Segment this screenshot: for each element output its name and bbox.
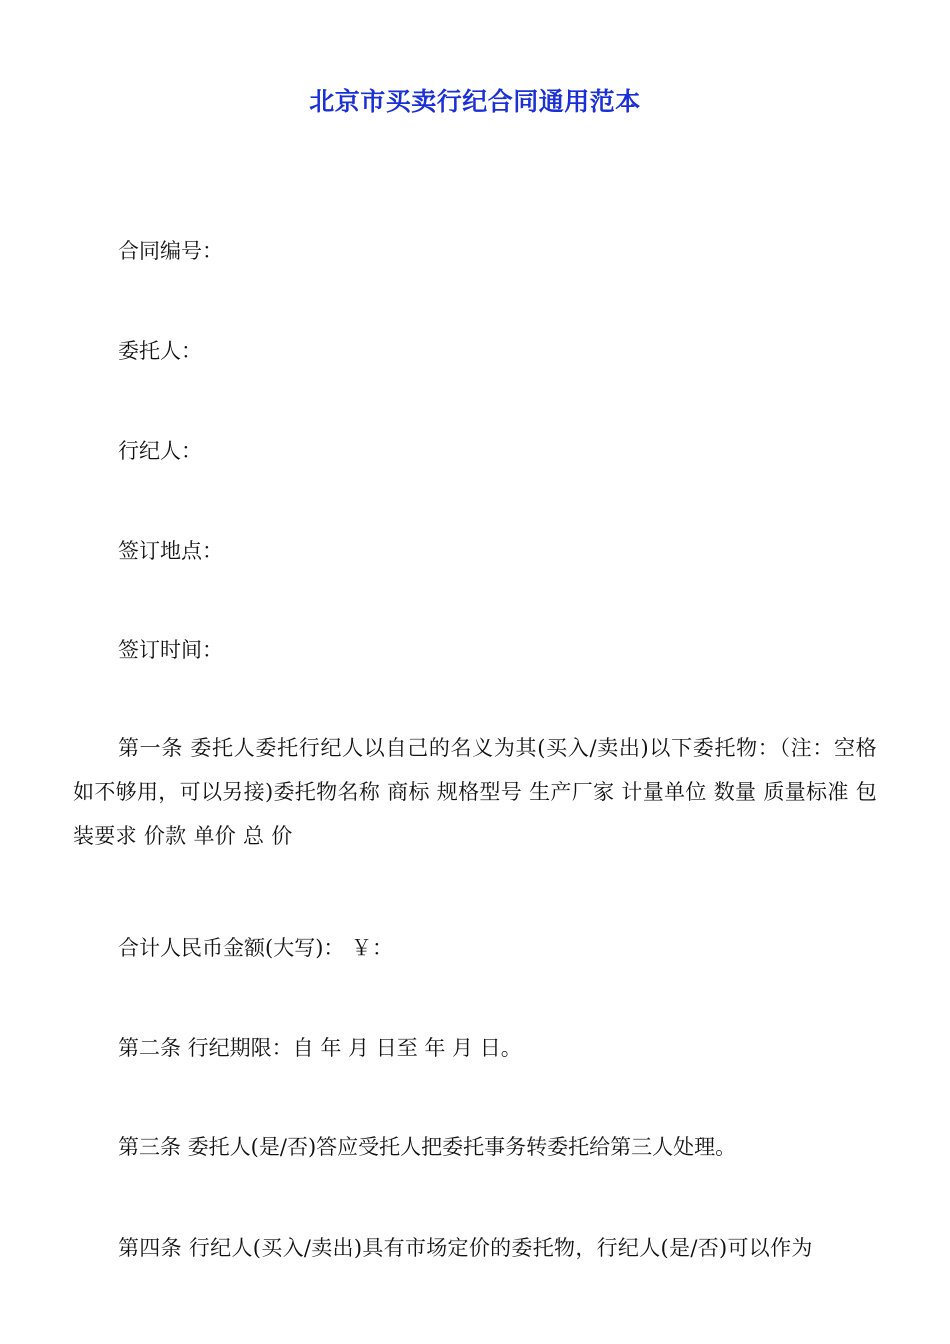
document-title: 北京市买卖行纪合同通用范本 [309, 87, 641, 116]
field-contract-number: 合同编号： [118, 239, 223, 263]
article-3: 第三条 委托人(是/否)答应受托人把委托事务转委托给第三人处理。 [118, 1135, 737, 1159]
article-4: 第四条 行纪人(买入/卖出)具有市场定价的委托物，行纪人(是/否)可以作为 [118, 1236, 813, 1260]
field-signing-place: 签订地点： [118, 539, 223, 563]
article-1: 第一条 委托人委托行纪人以自己的名义为其(买入/卖出)以下委托物：（注：空格如不够用，可以另接)委托物名称 商标 规格型号 生产厂家 计量单位 数量 质量标准 包装要求 价款 单价 总 价 [73, 736, 877, 848]
field-signing-time: 签订时间： [118, 638, 223, 662]
total-amount-line: 合计人民币金额(大写)： ￥： [118, 936, 394, 960]
field-principal: 委托人： [118, 339, 202, 363]
article-2: 第二条 行纪期限：自 年 月 日至 年 月 日。 [118, 1036, 522, 1060]
field-commission-agent: 行纪人： [118, 439, 202, 463]
